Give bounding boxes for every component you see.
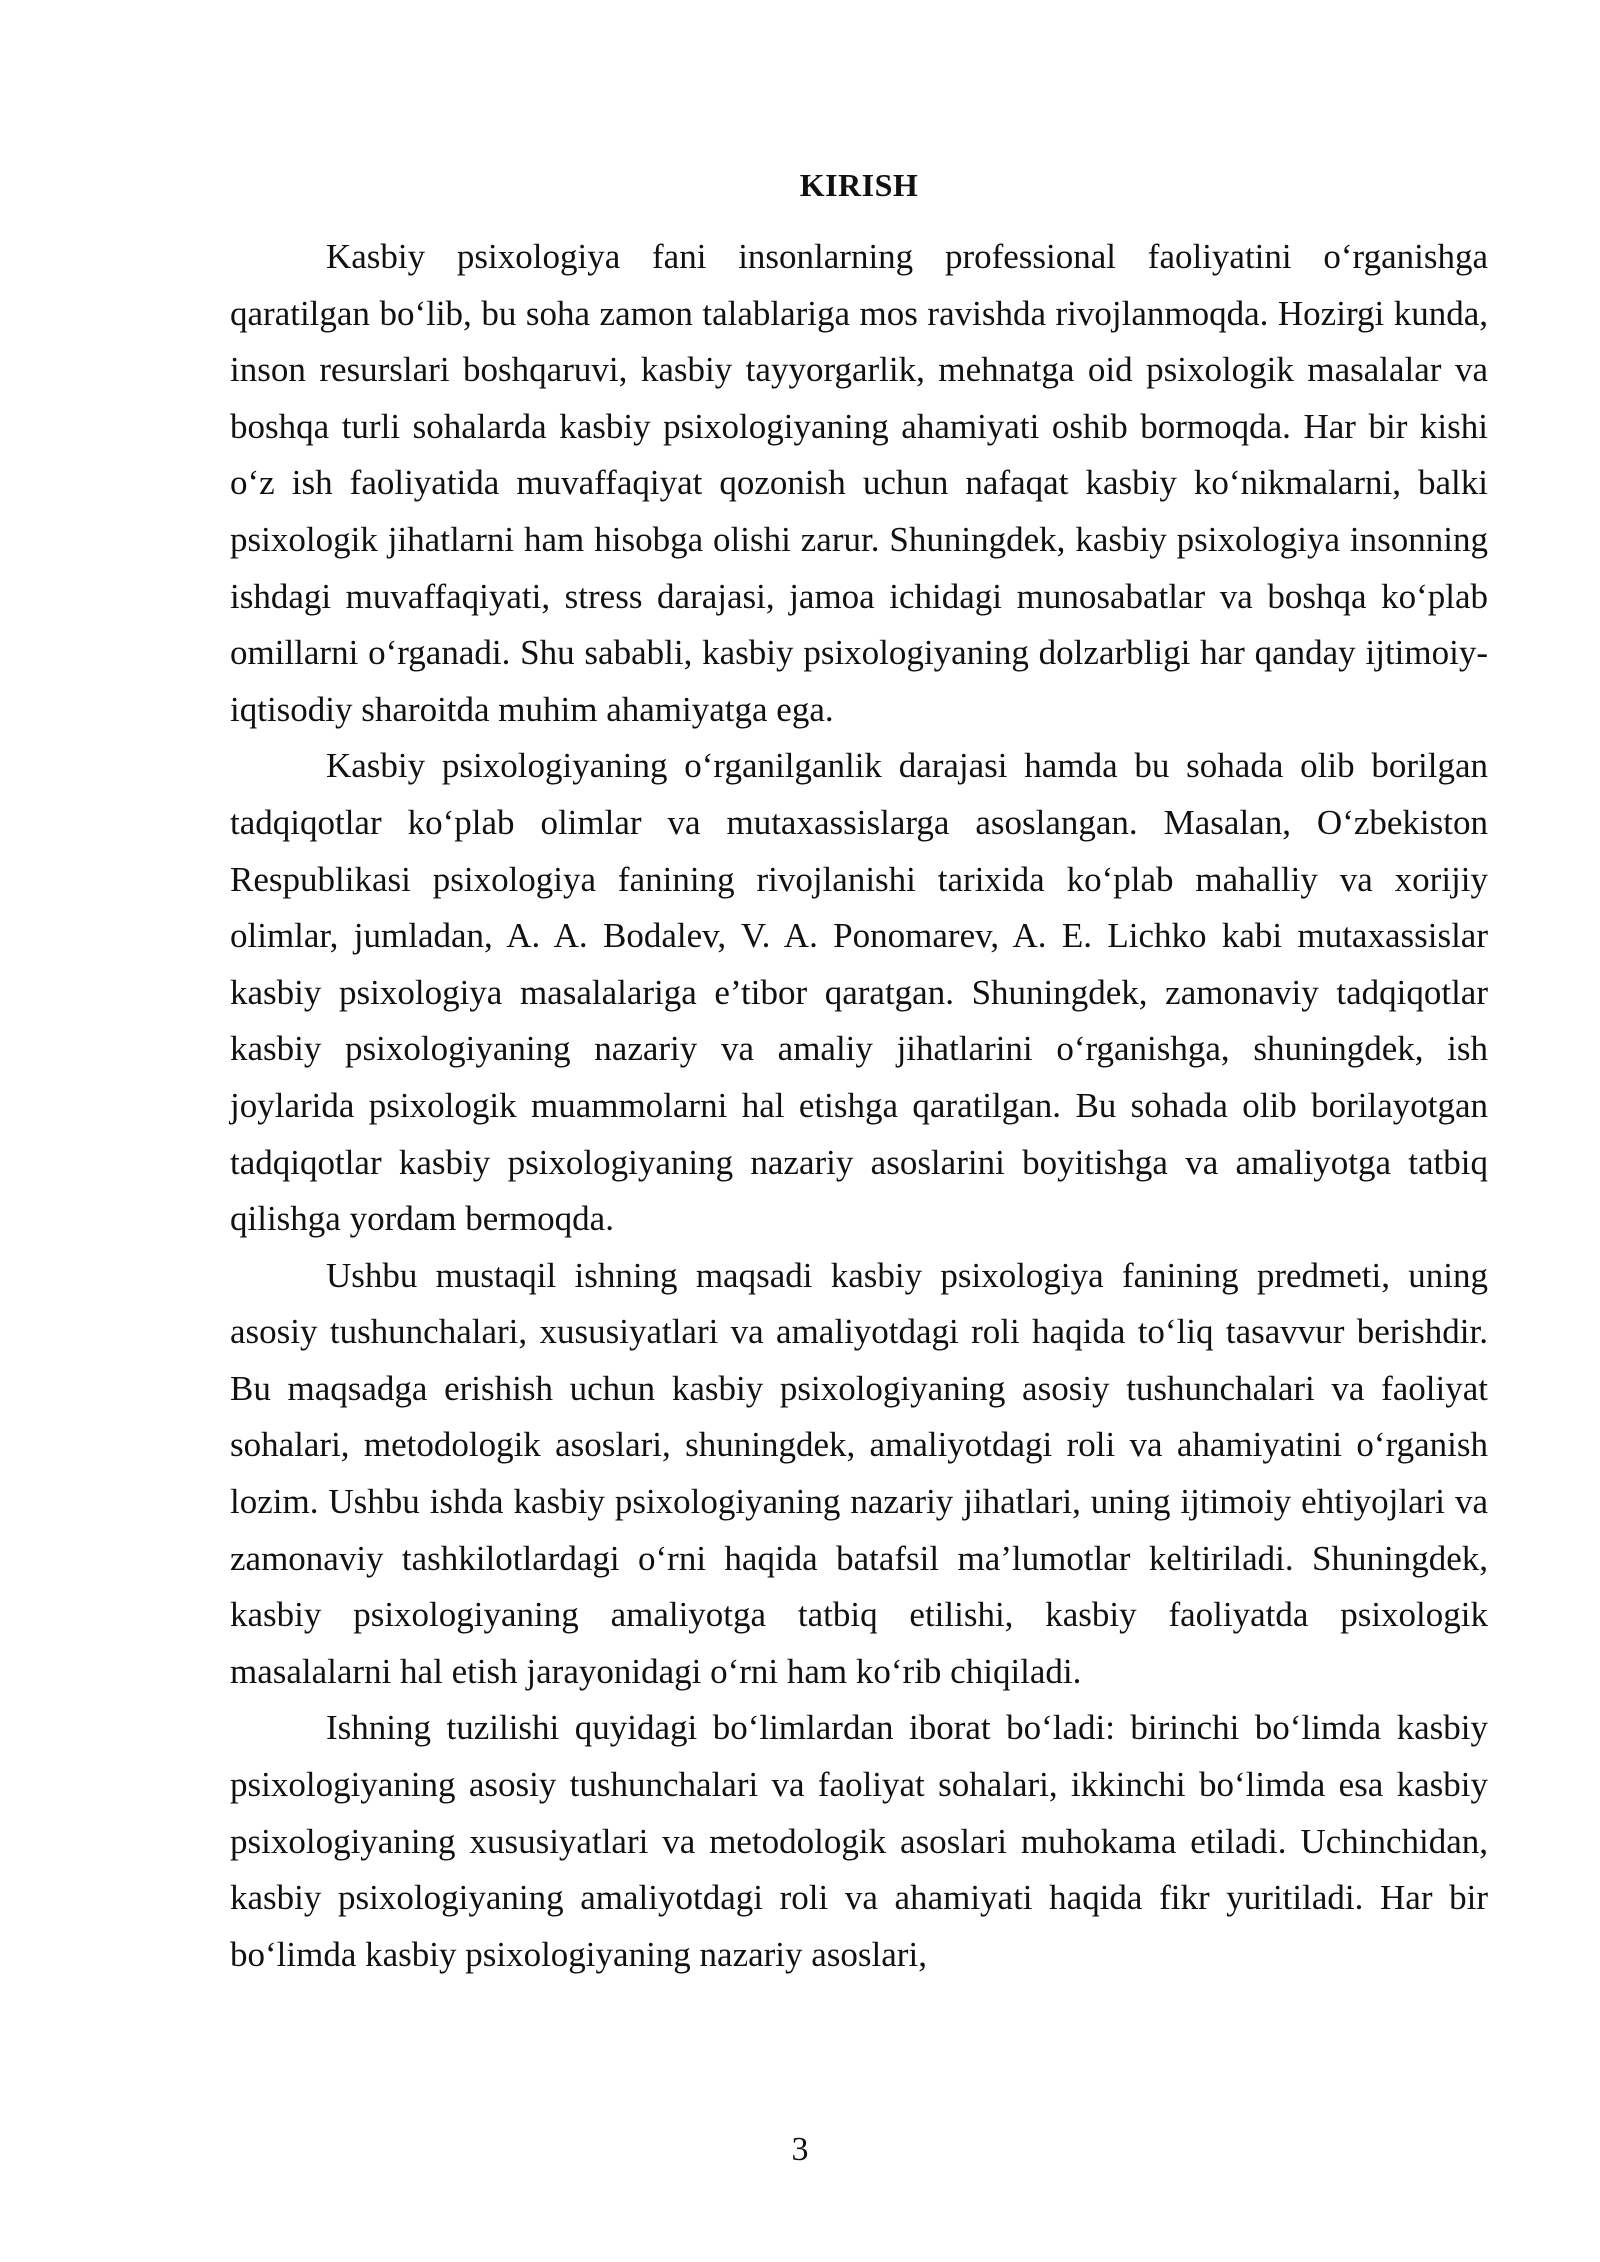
- paragraph-1: Kasbiy psixologiya fani insonlarning professional faoliyatini o‘rganishga qaratilgan bo‘lib, bu soha zamon talablariga mos ravishda rivojlanmoqda. Hozirgi kunda, inson resurslari boshqaruvi, kasbiy tayyorgarlik, mehnatga oid psixologik masalalar va boshqa turli sohalarda kasbiy psixologiyaning ahamiyati oshib bormoqda. Har bir kishi o‘z ish faoliyatida muvaffaqiyat qozonish uchun nafaqat kasbiy ko‘nikmalarni, balki psixologik jihatlarni ham hisobga olishi zarur. Shuningdek, kasbiy psixologiya insonning ishdagi muvaffaqiyati, stress darajasi, jamoa ichidagi munosabatlar va boshqa ko‘plab omillarni o‘rganadi. Shu sababli, kasbiy psixologiyaning dolzarbligi har qanday ijtimoiy-iqtisodiy sharoitda muhim ahamiyatga ega.: [230, 237, 1488, 729]
- paragraph-3: Ushbu mustaqil ishning maqsadi kasbiy psixologiya fanining predmeti, uning asosiy tushunchalari, xususiyatlari va amaliyotdagi roli haqida to‘liq tasavvur berishdir. Bu maqsadga erishish uchun kasbiy psixologiyaning asosiy tushunchalari va faoliyat sohalari, metodologik asoslari, shuningdek, amaliyotdagi roli va ahamiyatini o‘rganish lozim. Ushbu ishda kasbiy psixologiyaning nazariy jihatlari, uning ijtimoiy ehtiyojlari va zamonaviy tashkilotlardagi o‘rni haqida batafsil ma’lumotlar keltiriladi. Shuningdek, kasbiy psixologiyaning amaliyotga tatbiq etilishi, kasbiy faoliyatda psixologik masalalarni hal etish jarayonidagi o‘rni ham ko‘rib chiqiladi.: [230, 1255, 1488, 1691]
- page-title: KIRISH: [799, 167, 919, 203]
- paragraph-4: Ishning tuzilishi quyidagi bo‘limlardan iborat bo‘ladi: birinchi bo‘limda kasbiy psixologiyaning asosiy tushunchalari va faoliyat sohalari, ikkinchi bo‘limda esa kasbiy psixologiyaning xususiyatlari va metodologik asoslari muhokama etiladi. Uchinchidan, kasbiy psixologiyaning amaliyotdagi roli va ahamiyati haqida fikr yuritiladi. Har bir bo‘limda kasbiy psixologiyaning nazariy asoslari,: [230, 1708, 1488, 1974]
- document-page: [230, 165, 1488, 1983]
- page-number: 3: [791, 2131, 809, 2168]
- paragraph-2: Kasbiy psixologiyaning o‘rganilganlik darajasi hamda bu sohada olib borilgan tadqiqotlar ko‘plab olimlar va mutaxassislarga asoslangan. Masalan, O‘zbekiston Respublikasi psixologiya fanining rivojlanishi tarixida ko‘plab mahalliy va xorijiy olimlar, jumladan, A. A. Bodalev, V. A. Ponomarev, A. E. Lichko kabi mutaxassislar kasbiy psixologiya masalalariga e’tibor qaratgan. Shuningdek, zamonaviy tadqiqotlar kasbiy psixologiyaning nazariy va amaliy jihatlarini o‘rganishga, shuningdek, ish joylarida psixologik muammolarni hal etishga qaratilgan. Bu sohada olib borilayotgan tadqiqotlar kasbiy psixologiyaning nazariy asoslarini boyitishga va amaliyotga tatbiq qilishga yordam bermoqda.: [230, 746, 1488, 1239]
